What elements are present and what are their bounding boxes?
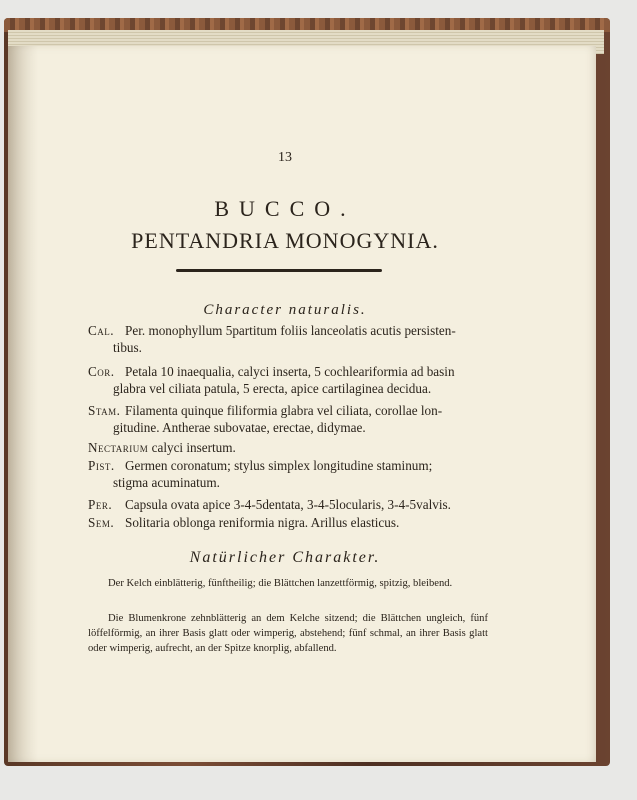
entry-label: Nectarium (88, 440, 149, 455)
entry-text: Solitaria oblonga reniformia nigra. Arillus elasticus. (125, 515, 400, 530)
entry-text-cont: stigma acuminatum. (113, 475, 220, 490)
entry-label: Stam. (88, 403, 121, 418)
entry-label: Cal. (88, 323, 115, 338)
german-heading: Natürlicher Charakter. (189, 549, 381, 566)
entry-semina (88, 514, 488, 531)
entry-text: Petala 10 inaequalia, calyci inserta, 5 cochleariformia ad basin (125, 364, 455, 379)
entry-text: calyci insertum. (151, 440, 236, 455)
entry-label: Pist. (88, 458, 115, 473)
entry-text-cont: glabra vel ciliata patula, 5 erecta, apice cartilaginea decidua. (113, 381, 432, 396)
entry-corolla (88, 363, 488, 397)
title-rule (176, 269, 382, 272)
entry-label: Cor. (88, 364, 115, 379)
entry-nectarium (88, 439, 488, 456)
entry-text: Capsula ovata apice 3-4-5dentata, 3-4-5locularis, 3-4-5valvis. (125, 497, 451, 512)
entry-pericarpium (88, 496, 488, 513)
entry-calyx (88, 322, 488, 356)
page-number: 13 (278, 150, 292, 165)
entry-label: Per. (88, 497, 113, 512)
genus-title: BUCCO. (214, 196, 356, 221)
entry-stamina (88, 402, 488, 436)
entry-label: Sem. (88, 515, 115, 530)
entry-text: Filamenta quinque filiformia glabra vel ciliata, corollae lon- (125, 403, 443, 418)
latin-heading: Character naturalis. (203, 302, 367, 318)
entry-text: Germen coronatum; stylus simplex longitudine staminum; (125, 458, 433, 473)
entry-text-cont: tibus. (113, 340, 142, 355)
class-order-title: PENTANDRIA MONOGYNIA. (131, 228, 439, 253)
entry-text-cont: gitudine. Antherae subovatae, erectae, didymae. (113, 420, 366, 435)
entry-pistillum (88, 457, 488, 491)
german-paragraph-calyx: Der Kelch einblätterig, fünftheilig; die Blättchen lanzettförmig, spitzig, bleibend. (108, 578, 453, 589)
german-paragraph-corolla: Die Blumenkrone zehnblätterig an dem Kelche sitzend; die Blättchen ungleich, fünf löffelförmig, an ihrer Basis glatt oder wimperig, abstehend; fünf schmal, an ihrer Basis glatt oder wimperig, aufrecht, an der Spitze knorplig, abfallend. (88, 613, 488, 654)
entry-text: Per. monophyllum 5partitum foliis lanceolatis acutis persisten- (125, 323, 456, 338)
